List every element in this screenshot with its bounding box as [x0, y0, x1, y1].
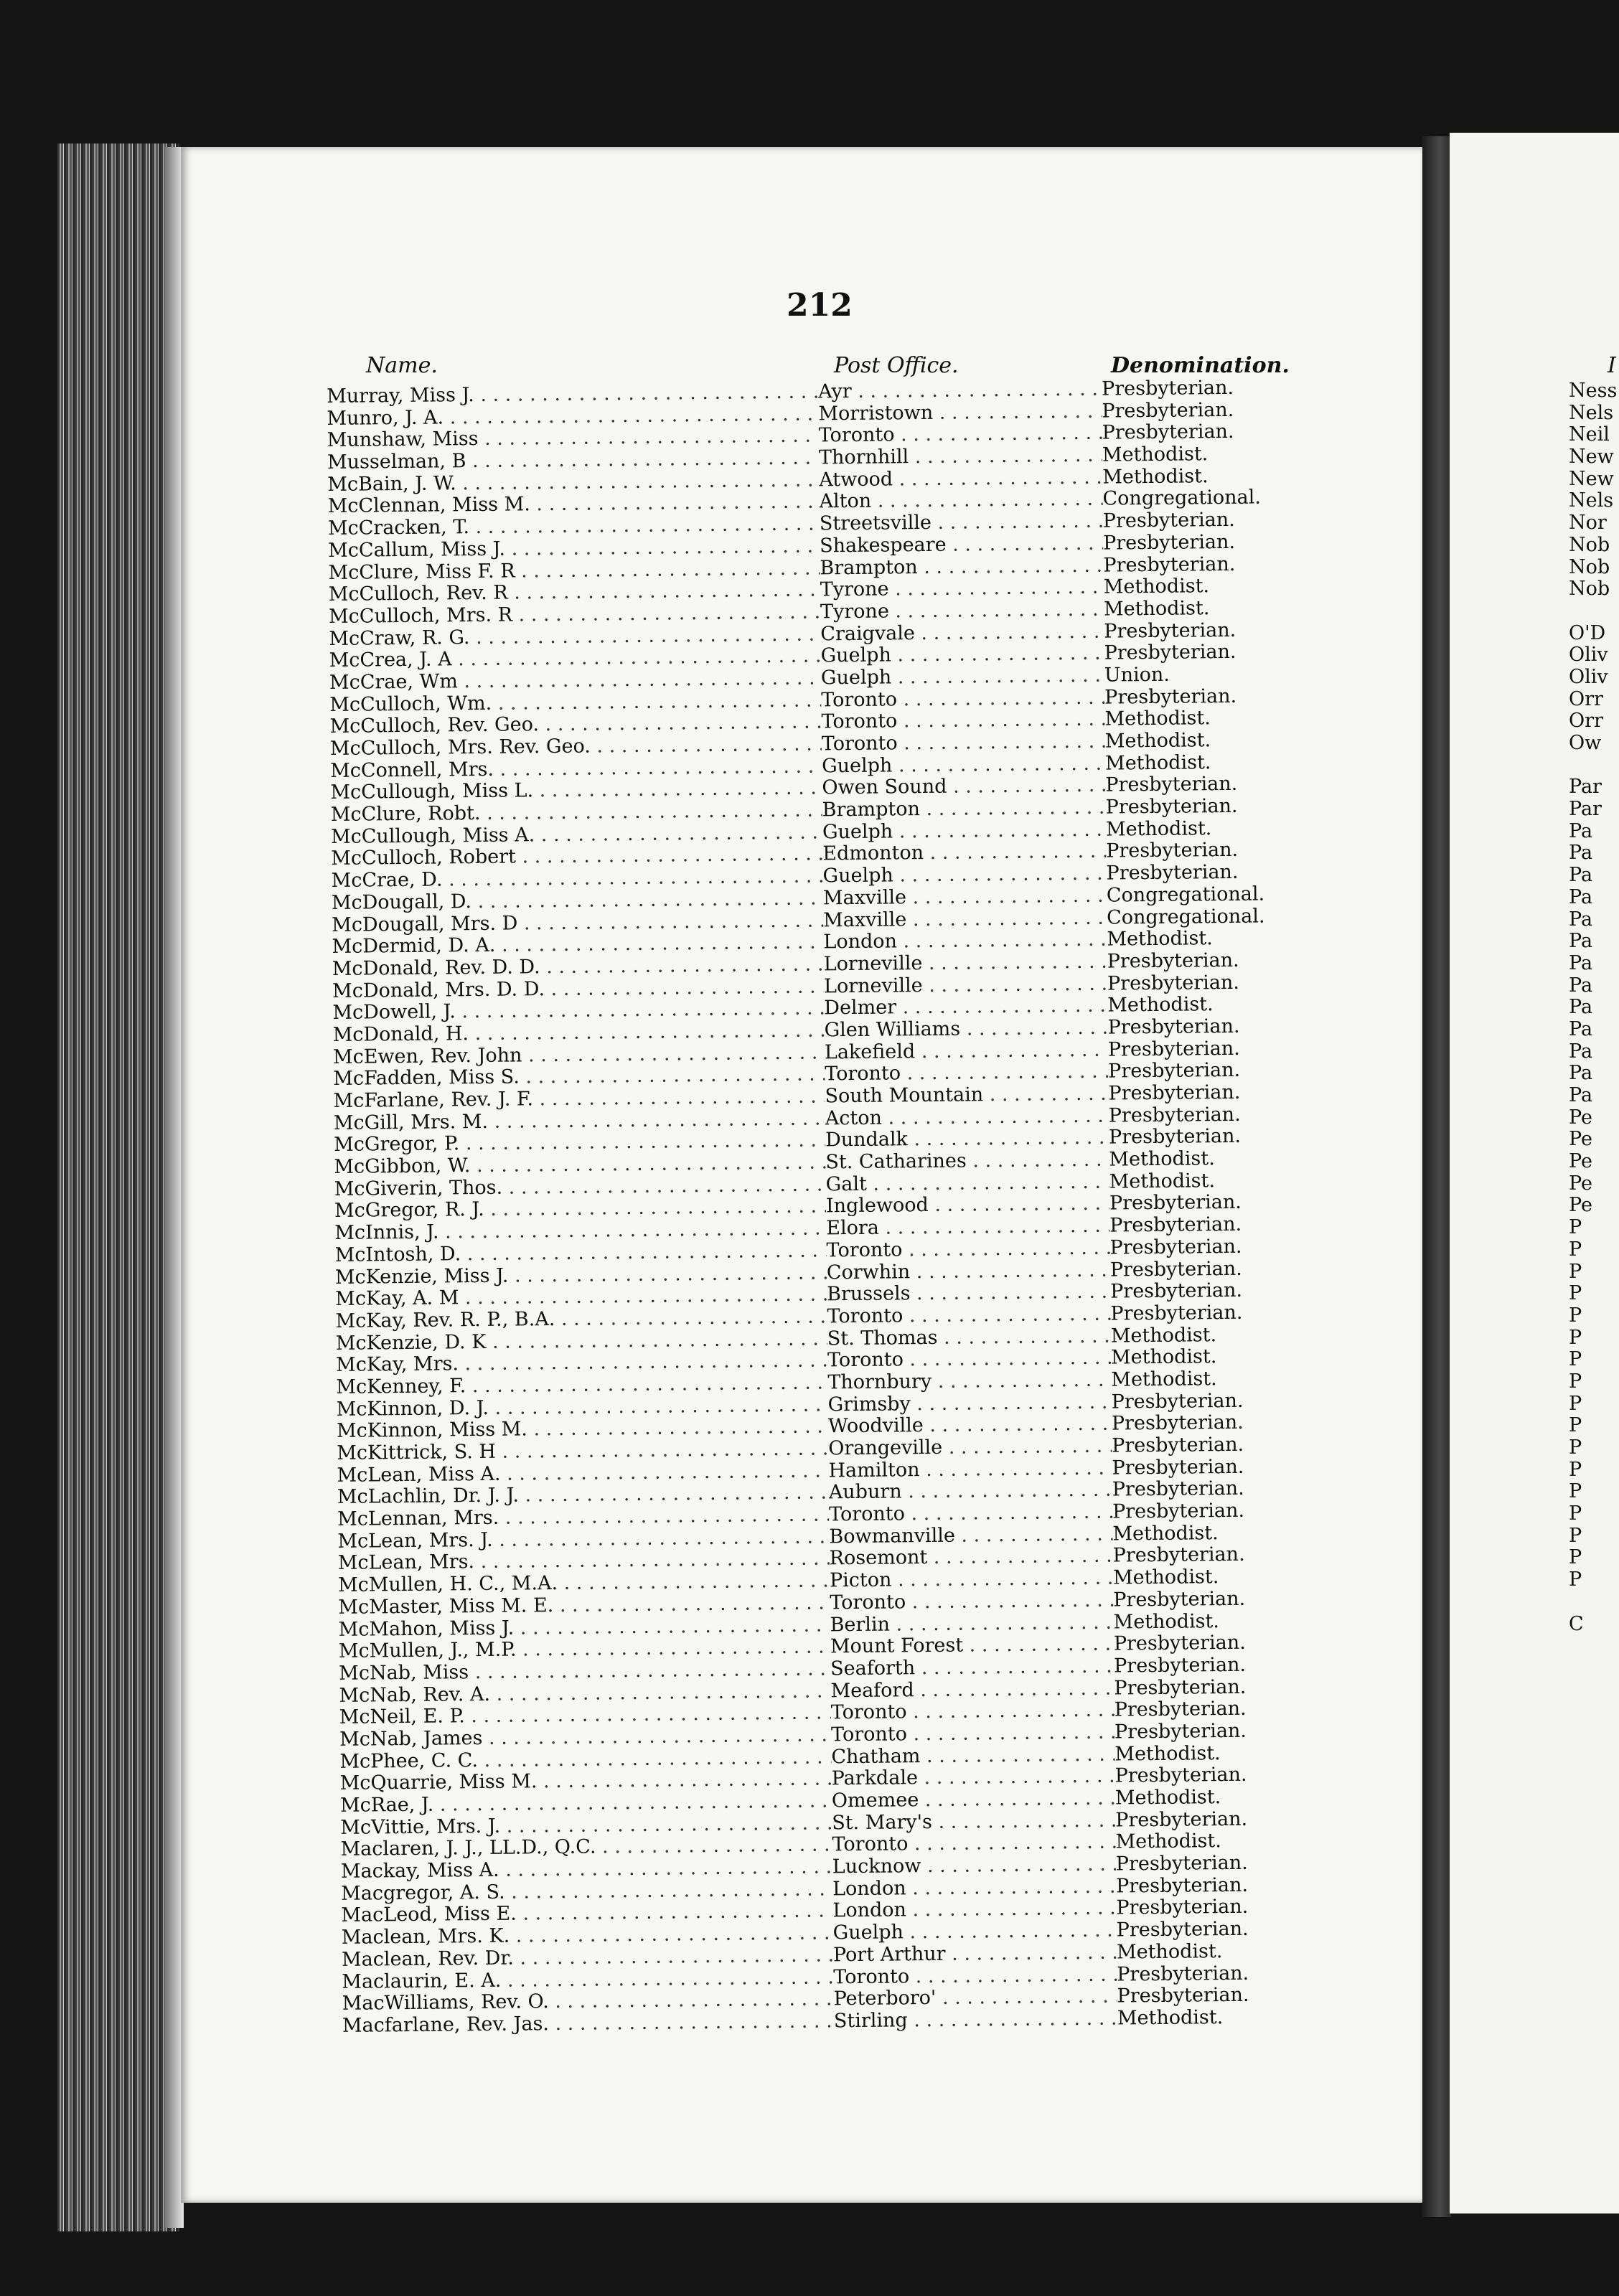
entry-name: McKay, Rev. R. P., B.A. . . .: [335, 1306, 827, 1332]
entry-name: McCullough, Miss L. . . .: [330, 778, 822, 804]
entry-name: Macfarlane, Rev. Jas. . . .: [342, 2010, 834, 2037]
entry-post-office: Peterboro' . . .: [833, 1986, 1117, 2010]
right-page-header-fragment: I: [1608, 353, 1616, 378]
entry-name: McFadden, Miss S. . . .: [333, 1064, 825, 1091]
entry-name: McCrea, J. A . . .: [329, 646, 821, 672]
entry-name: McNeil, E. P. . . .: [339, 1703, 831, 1729]
fragment-text: Pa: [1569, 842, 1593, 865]
page-number: 212: [787, 287, 853, 324]
fragment-text: P: [1569, 1569, 1582, 1591]
fragment-gap: [1569, 601, 1619, 623]
fragment-text: P: [1569, 1217, 1582, 1239]
entry-denomination: Presbyterian.: [1106, 839, 1239, 863]
entry-post-office: Guelph . . .: [833, 1920, 1117, 1944]
entry-post-office: Lorneville . . .: [824, 951, 1107, 975]
entry-post-office: Parkdale . . .: [832, 1766, 1115, 1790]
entry-post-office: Guelph . . .: [821, 665, 1104, 690]
entry-denomination: Presbyterian.: [1114, 1719, 1247, 1744]
entry-denomination: Presbyterian.: [1114, 1675, 1247, 1700]
entry-denomination: Presbyterian.: [1110, 1279, 1243, 1303]
entry-post-office: Elora . . .: [826, 1215, 1109, 1240]
fragment-gap: [1569, 1591, 1619, 1614]
entry-name: McConnell, Mrs. . . .: [330, 756, 822, 782]
entry-name: McCullough, Miss A. . . .: [331, 822, 822, 848]
entry-denomination: Presbyterian.: [1110, 1301, 1243, 1325]
entry-denomination: Presbyterian.: [1108, 1103, 1241, 1127]
fragment-text: Nels: [1569, 490, 1614, 512]
entry-name: McKinnon, D. J. . . .: [337, 1394, 828, 1421]
entry-post-office: London . . .: [832, 1876, 1116, 1900]
entry-denomination: Presbyterian.: [1113, 1631, 1246, 1655]
entry-name: McKittrick, S. H . . .: [337, 1438, 828, 1464]
entry-post-office: Guelph . . .: [822, 819, 1106, 843]
entry-denomination: Congregational.: [1102, 486, 1262, 511]
entry-post-office: Bowmanville . . .: [829, 1523, 1112, 1548]
entry-denomination: Methodist.: [1114, 1786, 1221, 1810]
entry-post-office: Meaford . . .: [830, 1678, 1114, 1702]
entry-name: McIntosh, D. . . .: [334, 1240, 826, 1266]
entry-post-office: Guelph . . .: [821, 643, 1104, 667]
entry-post-office: Lorneville . . .: [824, 973, 1107, 997]
entry-post-office: Alton . . .: [819, 489, 1102, 513]
entry-denomination: Presbyterian.: [1102, 420, 1234, 445]
entry-post-office: London . . .: [832, 1898, 1116, 1922]
entry-name: McDonald, Mrs. D. D. . . .: [332, 976, 824, 1002]
entry-name: McLachlin, Dr. J. J. . . .: [337, 1482, 829, 1509]
entry-post-office: Maxville . . .: [823, 885, 1107, 909]
entry-post-office: Inglewood . . .: [826, 1193, 1109, 1218]
entry-name: Musselman, B . . .: [327, 447, 819, 474]
fragment-text: P: [1569, 1349, 1582, 1371]
entry-post-office: Hamilton . . .: [828, 1457, 1112, 1482]
entry-post-office: Stirling . . .: [834, 2008, 1117, 2032]
entry-denomination: Presbyterian.: [1117, 1962, 1249, 1986]
fragment-text: Pe: [1569, 1172, 1592, 1195]
fragment-text: Nob: [1569, 578, 1610, 601]
fragment-text: P: [1569, 1304, 1582, 1327]
entry-name: McDougall, D. . . .: [332, 888, 823, 914]
column-header-denomination: Denomination.: [1111, 353, 1290, 378]
entry-denomination: Methodist.: [1117, 2005, 1224, 2030]
entry-denomination: Congregational.: [1107, 904, 1265, 929]
entry-name: McCrae, D. . . .: [331, 866, 822, 893]
entry-name: McMaster, Miss M. E. . . .: [338, 1592, 830, 1619]
entry-denomination: Presbyterian.: [1113, 1587, 1246, 1612]
fragment-text: P: [1569, 1370, 1582, 1393]
fragment-text: P: [1569, 1415, 1582, 1437]
entry-name: McPhee, C. C. . . .: [339, 1746, 831, 1773]
entry-name: Mackay, Miss A. . . .: [341, 1856, 832, 1883]
entry-post-office: Craigvale . . .: [820, 621, 1104, 645]
entry-post-office: Picton . . .: [830, 1568, 1113, 1592]
entry-name: McDonald, Rev. D. D. . . .: [332, 954, 824, 980]
entry-post-office: St. Catharines . . .: [825, 1149, 1109, 1174]
fragment-text: C: [1569, 1613, 1584, 1635]
directory-list: [327, 377, 1304, 2037]
entry-post-office: Tyrone . . .: [820, 598, 1104, 623]
entry-denomination: Presbyterian.: [1117, 1983, 1249, 2008]
fragment-text: Ow: [1569, 733, 1602, 754]
fragment-text: P: [1569, 1481, 1582, 1503]
entry-denomination: Methodist.: [1103, 575, 1210, 598]
fragment-text: Pa: [1569, 865, 1593, 887]
entry-denomination: Methodist.: [1105, 817, 1212, 841]
entry-name: McCulloch, Mrs. R . . .: [329, 601, 820, 628]
entry-post-office: Auburn . . .: [829, 1479, 1112, 1504]
entry-post-office: Brussels . . .: [827, 1281, 1110, 1306]
fragment-text: Pa: [1569, 1040, 1593, 1063]
entry-name: McDowell, J. . . .: [332, 998, 824, 1025]
fragment-text: P: [1569, 1261, 1582, 1283]
entry-denomination: Presbyterian.: [1116, 1896, 1249, 1919]
fragment-text: P: [1569, 1327, 1582, 1349]
entry-post-office: Seaforth . . .: [830, 1655, 1114, 1680]
entry-denomination: Presbyterian.: [1109, 1191, 1242, 1215]
entry-denomination: Methodist.: [1102, 443, 1209, 466]
fragment-text: Par: [1569, 776, 1602, 799]
entry-post-office: Lakefield . . .: [825, 1039, 1108, 1063]
fragment-text: Pe: [1569, 1151, 1592, 1173]
fragment-text: Pe: [1569, 1129, 1592, 1151]
entry-name: McEwen, Rev. John . . .: [333, 1042, 825, 1068]
entry-denomination: Presbyterian.: [1114, 1764, 1247, 1787]
entry-post-office: Galt . . .: [826, 1171, 1109, 1195]
entry-denomination: Presbyterian.: [1102, 398, 1234, 423]
entry-denomination: Methodist.: [1102, 464, 1209, 489]
entry-denomination: Methodist.: [1112, 1521, 1219, 1545]
fragment-text: New: [1569, 468, 1614, 490]
entry-post-office: Toronto . . .: [821, 687, 1104, 711]
entry-post-office: Delmer . . .: [824, 995, 1107, 1020]
entry-name: McGiverin, Thos. . . .: [334, 1174, 826, 1200]
entry-name: MacWilliams, Rev. O. . . .: [342, 1989, 834, 2015]
fragment-text: New: [1569, 446, 1614, 469]
entry-post-office: St. Mary's . . .: [832, 1810, 1115, 1834]
entry-post-office: Toronto . . .: [827, 1347, 1111, 1372]
entry-denomination: Methodist.: [1110, 1345, 1217, 1369]
entry-denomination: Methodist.: [1116, 1939, 1223, 1964]
entry-denomination: Presbyterian.: [1115, 1807, 1248, 1832]
fragment-text: Oliv: [1569, 666, 1608, 688]
entry-post-office: Toronto . . .: [832, 1832, 1115, 1856]
entry-denomination: Presbyterian.: [1114, 1653, 1247, 1678]
entry-name: McInnis, J. . . .: [334, 1218, 826, 1244]
entry-name: McNab, Rev. A. . . .: [339, 1680, 830, 1707]
entry-denomination: Presbyterian.: [1101, 376, 1234, 400]
entry-name: Maclaurin, E. A. . . .: [342, 1967, 833, 1993]
entry-name: Maclean, Mrs. K. . . .: [342, 1922, 833, 1949]
book-gutter: [1422, 136, 1451, 2217]
entry-denomination: Methodist.: [1107, 993, 1214, 1017]
entry-name: McLennan, Mrs. . . .: [337, 1504, 829, 1530]
entry-denomination: Presbyterian.: [1111, 1389, 1244, 1413]
entry-name: Murray, Miss J. . . .: [327, 381, 818, 408]
entry-denomination: Methodist.: [1112, 1566, 1219, 1589]
entry-post-office: Edmonton . . .: [822, 841, 1106, 865]
fragment-text: Neil: [1569, 424, 1610, 446]
book-page-edges: [57, 144, 179, 2231]
entry-name: McGregor, R. J. . . .: [334, 1196, 826, 1223]
fragment-text: P: [1569, 1437, 1582, 1459]
entry-name: McVittie, Mrs. J. . . .: [340, 1812, 832, 1839]
entry-denomination: Presbyterian.: [1105, 773, 1238, 796]
entry-name: McKenzie, D. K . . .: [336, 1328, 827, 1355]
entry-denomination: Methodist.: [1110, 1323, 1217, 1347]
fragment-text: P: [1569, 1503, 1582, 1525]
entry-denomination: Presbyterian.: [1112, 1455, 1244, 1479]
fragment-text: P: [1569, 1283, 1582, 1305]
entry-denomination: Presbyterian.: [1104, 684, 1237, 709]
entry-name: McQuarrie, Miss M. . . .: [340, 1769, 832, 1795]
entry-denomination: Methodist.: [1103, 597, 1210, 621]
fragment-text: Oliv: [1569, 644, 1608, 667]
entry-name: McLean, Mrs. J. . . .: [337, 1526, 829, 1553]
entry-denomination: Presbyterian.: [1107, 1015, 1240, 1039]
entry-post-office: Brampton . . .: [820, 555, 1103, 579]
entry-post-office: Glen Williams . . .: [825, 1017, 1108, 1042]
entry-denomination: Methodist.: [1114, 1741, 1221, 1766]
column-header-post-office: Post Office.: [834, 353, 959, 378]
fragment-text: Pa: [1569, 931, 1593, 953]
entry-post-office: Owen Sound . . .: [822, 775, 1105, 799]
entry-name: McBain, J. W. . . .: [327, 469, 819, 496]
entry-denomination: Union.: [1104, 663, 1170, 687]
entry-post-office: Toronto . . .: [821, 709, 1104, 733]
entry-name: McKay, Mrs. . . .: [336, 1350, 827, 1377]
entry-denomination: Presbyterian.: [1104, 641, 1236, 664]
entry-name: McRae, J. . . .: [340, 1790, 832, 1817]
entry-name: McDougall, Mrs. D . . .: [332, 910, 823, 936]
entry-post-office: South Mountain . . .: [825, 1083, 1108, 1108]
entry-name: McDermid, D. A. . . .: [332, 932, 823, 959]
entry-post-office: Toronto . . .: [829, 1502, 1112, 1526]
entry-denomination: Presbyterian.: [1115, 1851, 1248, 1876]
fragment-text: Nor: [1569, 512, 1607, 535]
entry-denomination: Methodist.: [1109, 1169, 1216, 1193]
column-header-name: Name.: [366, 353, 438, 378]
entry-post-office: Lucknow . . .: [832, 1854, 1116, 1878]
entry-name: McMullen, J., M.P. . . .: [339, 1637, 830, 1663]
entry-denomination: Presbyterian.: [1112, 1543, 1245, 1567]
entry-name: McCulloch, Rev. Geo. . . .: [329, 712, 821, 738]
entry-name: McKenney, F. . . .: [336, 1372, 827, 1398]
entry-name: McLean, Miss A. . . .: [337, 1460, 828, 1487]
entry-post-office: Guelph . . .: [822, 753, 1105, 777]
entry-post-office: Mount Forest . . .: [830, 1634, 1114, 1658]
entry-denomination: Presbyterian.: [1107, 949, 1239, 973]
fragment-text: P: [1569, 1459, 1582, 1481]
entry-name: McGill, Mrs. M. . . .: [334, 1108, 825, 1134]
entry-denomination: Presbyterian.: [1103, 552, 1236, 577]
entry-post-office: Rosemont . . .: [830, 1545, 1113, 1570]
entry-denomination: Presbyterian.: [1112, 1433, 1244, 1457]
entry-name: McCulloch, Wm. . . .: [329, 690, 821, 716]
entry-post-office: Toronto . . .: [819, 423, 1102, 447]
entry-name: McMahon, Miss J. . . .: [338, 1614, 830, 1641]
entry-denomination: Methodist.: [1104, 707, 1211, 730]
entry-name: McCraw, R. G. . . .: [329, 624, 820, 650]
entry-post-office: Toronto . . .: [827, 1303, 1110, 1327]
entry-denomination: Presbyterian.: [1114, 1698, 1247, 1721]
entry-name: McFarlane, Rev. J. F. . . .: [333, 1086, 825, 1112]
entry-name: McCallum, Miss J. . . .: [328, 535, 820, 562]
entry-denomination: Presbyterian.: [1115, 1873, 1249, 1898]
entry-denomination: Presbyterian.: [1108, 1059, 1241, 1083]
entry-post-office: London . . .: [823, 929, 1107, 954]
entry-denomination: Presbyterian.: [1106, 860, 1239, 885]
entry-post-office: Toronto . . .: [826, 1237, 1109, 1261]
entry-post-office: Port Arthur . . .: [833, 1942, 1117, 1966]
entry-denomination: Presbyterian.: [1109, 1213, 1242, 1237]
entry-name: McLean, Mrs. . . .: [338, 1548, 830, 1575]
entry-denomination: Congregational.: [1106, 883, 1265, 907]
fragment-text: Pa: [1569, 1085, 1593, 1106]
fragment-text: Pa: [1569, 886, 1593, 908]
fragment-text: Pa: [1569, 820, 1593, 842]
entry-name: McGibbon, W. . . .: [334, 1152, 825, 1178]
entry-post-office: Corwhin . . .: [827, 1259, 1110, 1284]
fragment-text: Nob: [1569, 534, 1610, 556]
entry-post-office: Toronto . . .: [822, 731, 1105, 756]
fragment-text: Ness: [1569, 380, 1618, 402]
fragment-text: Pa: [1569, 908, 1593, 931]
entry-denomination: Presbyterian.: [1105, 794, 1238, 819]
fragment-text: Pa: [1569, 997, 1593, 1019]
entry-denomination: Presbyterian.: [1112, 1499, 1245, 1523]
entry-post-office: Tyrone . . .: [820, 577, 1104, 601]
fragment-text: Orr: [1569, 688, 1603, 710]
fragment-text: Pa: [1569, 1018, 1593, 1040]
entry-post-office: Maxville . . .: [823, 907, 1107, 931]
entry-name: McCracken, T. . . .: [328, 514, 820, 540]
fragment-text: P: [1569, 1547, 1582, 1569]
fragment-text: Pa: [1569, 952, 1593, 974]
entry-post-office: Toronto . . .: [833, 1964, 1117, 1988]
entry-denomination: Presbyterian.: [1109, 1235, 1242, 1259]
entry-post-office: Morristown . . .: [818, 400, 1102, 425]
entry-denomination: Methodist.: [1104, 729, 1211, 753]
entry-denomination: Presbyterian.: [1104, 618, 1236, 643]
entry-denomination: Presbyterian.: [1107, 1037, 1240, 1061]
entry-post-office: Acton . . .: [825, 1105, 1109, 1129]
entry-name: McGregor, P. . . .: [334, 1130, 825, 1157]
fragment-text: P: [1569, 1393, 1582, 1415]
fragment-text: P: [1569, 1238, 1582, 1261]
entry-post-office: Woodville . . .: [828, 1413, 1112, 1438]
entry-post-office: Omemee . . .: [832, 1788, 1115, 1812]
entry-name: McNab, Miss . . .: [339, 1658, 830, 1685]
right-page-fragments: [1569, 380, 1619, 1635]
fragment-text: Nels: [1569, 402, 1614, 424]
entry-name: McCulloch, Robert . . .: [331, 844, 822, 870]
entry-name: Macgregor, A. S. . . .: [341, 1878, 832, 1905]
fragment-text: Pa: [1569, 1063, 1593, 1085]
entry-name: McClennan, Miss M. . . .: [327, 491, 819, 518]
entry-post-office: Toronto . . .: [831, 1700, 1114, 1724]
entry-denomination: Presbyterian.: [1112, 1477, 1244, 1501]
entry-post-office: Chatham . . .: [831, 1744, 1114, 1768]
entry-name: Maclean, Rev. Dr. . . .: [342, 1944, 833, 1971]
entry-post-office: Thornbury . . .: [827, 1370, 1111, 1394]
entry-name: McCrae, Wm . . .: [329, 667, 821, 694]
fragment-text: Orr: [1569, 710, 1603, 733]
entry-post-office: Brampton . . .: [822, 797, 1106, 822]
entry-post-office: Streetsville . . .: [820, 511, 1103, 535]
entry-post-office: Guelph . . .: [822, 863, 1106, 888]
entry-name: McKenzie, Miss J. . . .: [335, 1262, 827, 1289]
entry-name: McCulloch, Mrs. Rev. Geo. . . .: [330, 733, 822, 760]
entry-denomination: Presbyterian.: [1108, 1081, 1241, 1105]
entry-name: McKay, A. M . . .: [335, 1284, 827, 1311]
entry-post-office: Toronto . . .: [825, 1061, 1108, 1086]
entry-denomination: Methodist.: [1104, 751, 1211, 775]
entry-denomination: Presbyterian.: [1107, 971, 1240, 995]
entry-post-office: Ayr . . .: [818, 379, 1102, 403]
entry-name: Munro, J. A. . . .: [327, 403, 818, 430]
entry-denomination: Methodist.: [1109, 1147, 1215, 1171]
fragment-text: O'D: [1569, 622, 1606, 644]
entry-denomination: Presbyterian.: [1108, 1125, 1242, 1149]
entry-name: McKinnon, Miss M. . . .: [337, 1416, 828, 1443]
entry-denomination: Presbyterian.: [1102, 508, 1235, 532]
entry-post-office: Grimsby . . .: [828, 1391, 1112, 1416]
fragment-text: Pe: [1569, 1106, 1592, 1129]
entry-denomination: Presbyterian.: [1116, 1917, 1249, 1942]
entry-denomination: Presbyterian.: [1111, 1411, 1244, 1435]
entry-post-office: Shakespeare . . .: [820, 532, 1103, 557]
fragment-text: P: [1569, 1525, 1582, 1547]
entry-name: McCulloch, Rev. R . . .: [329, 580, 820, 606]
entry-name: McDonald, H. . . .: [333, 1020, 825, 1046]
entry-post-office: Atwood . . .: [819, 466, 1102, 491]
entry-name: McClure, Miss F. R . . .: [328, 557, 820, 584]
entry-denomination: Methodist.: [1111, 1368, 1217, 1391]
fragment-text: Pa: [1569, 974, 1593, 997]
entry-denomination: Methodist.: [1113, 1609, 1220, 1634]
entry-name: MacLeod, Miss E. . . .: [341, 1901, 832, 1927]
entry-post-office: Berlin . . .: [830, 1612, 1113, 1636]
entry-post-office: St. Thomas . . .: [827, 1325, 1111, 1350]
entry-name: McClure, Robt. . . .: [331, 799, 822, 826]
entry-name: McNab, James . . .: [339, 1724, 831, 1751]
fragment-text: Nob: [1569, 556, 1610, 578]
entry-post-office: Toronto . . .: [831, 1721, 1114, 1746]
fragment-text: Pe: [1569, 1195, 1592, 1217]
entry-denomination: Methodist.: [1115, 1830, 1222, 1853]
entry-denomination: Presbyterian.: [1103, 530, 1236, 555]
entry-denomination: Presbyterian.: [1109, 1257, 1242, 1281]
entry-post-office: Toronto . . .: [830, 1589, 1113, 1614]
entry-denomination: Methodist.: [1107, 927, 1213, 951]
entry-post-office: Orangeville . . .: [828, 1436, 1112, 1460]
entry-name: McMullen, H. C., M.A. . . .: [338, 1570, 830, 1596]
fragment-gap: [1569, 755, 1619, 777]
entry-name: Munshaw, Miss . . .: [327, 425, 819, 452]
fragment-text: Par: [1569, 799, 1602, 821]
entry-name: Maclaren, J. J., LL.D., Q.C. . . .: [340, 1835, 832, 1861]
entry-post-office: Dundalk . . .: [825, 1127, 1109, 1152]
entry-post-office: Thornhill . . .: [819, 445, 1102, 469]
